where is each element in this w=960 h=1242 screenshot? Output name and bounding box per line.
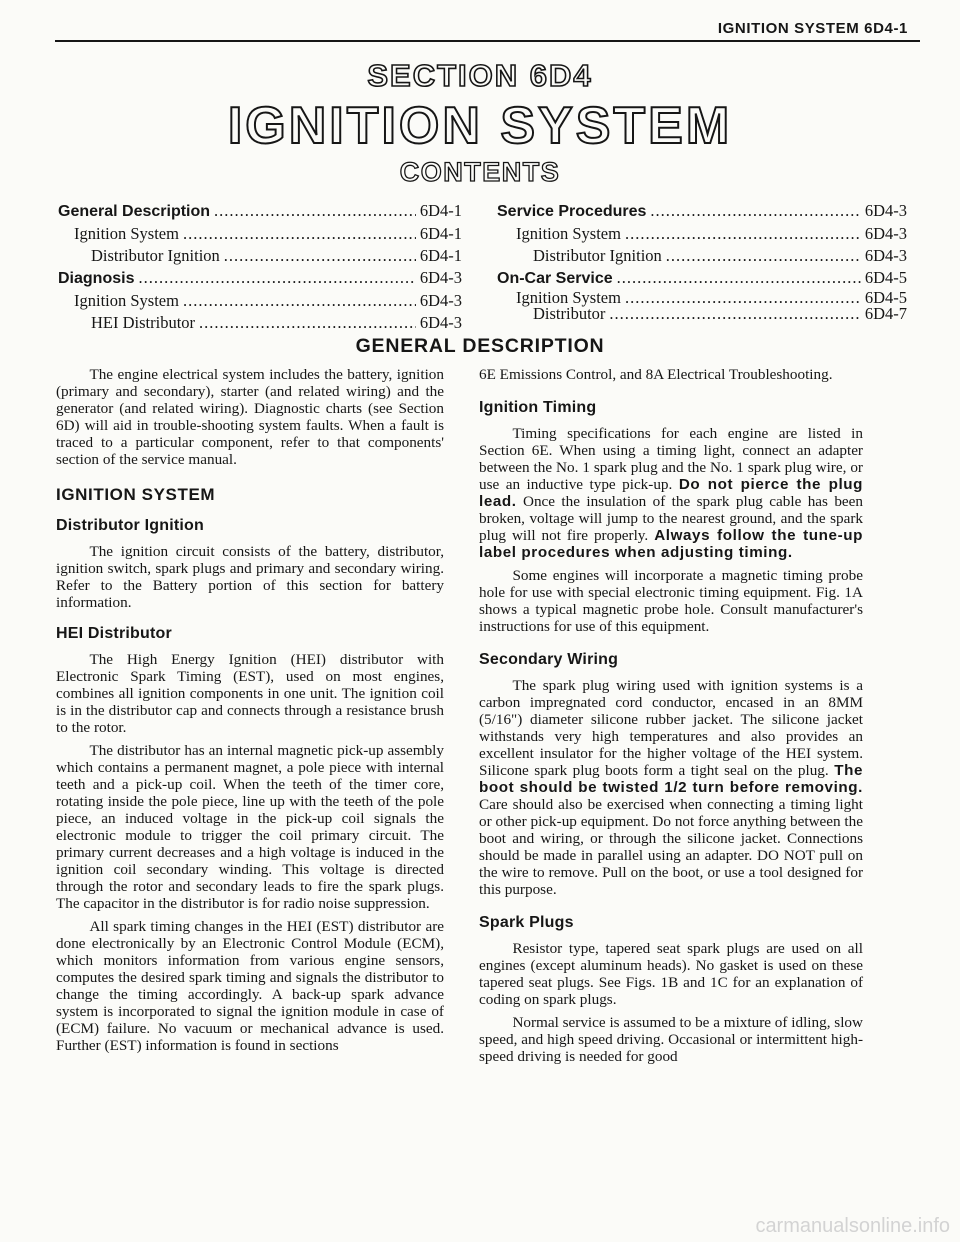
toc-entry[interactable]: Ignition System ..... 6D4-1 [58, 223, 462, 245]
hei-distributor-heading: HEI Distributor [56, 625, 172, 642]
left-text-column [56, 366, 444, 1060]
ignition-system-heading: IGNITION SYSTEM [56, 485, 216, 504]
header-rule [55, 40, 920, 42]
toc-entry[interactable]: Distributor Ignition ..... 6D4-1 [58, 245, 462, 267]
distributor-ignition-heading: Distributor Ignition [56, 517, 204, 534]
toc-entry[interactable]: Ignition System ..... 6D4-3 [497, 223, 907, 245]
toc-entry[interactable]: HEI Distributor ..... 6D4-3 [58, 312, 462, 334]
toc-entry[interactable]: Service Procedures ..... 6D4-3 [497, 200, 907, 223]
toc-entry[interactable]: Ignition System ..... 6D4-3 [58, 290, 462, 312]
hei-paragraph-2: The distributor has an internal magnetic pick-up assembly which contains a permanent magnet, a pole piece with internal teeth and a pick-up coil. When the teeth of the timer core, rotating inside the pole piece, line up with the teeth of the pole piece, an induced voltage in the pick-up coil signals the electronic module to trigger the coil primary circuit. The primary current decreases and a high voltage is induced in the ignition coil secondary winding. This voltage is directed through the rotor and secondary leads to fire the spark plugs. The capacitor in the distributor is for radio noise suppression. [56, 742, 444, 912]
toc-entry[interactable]: Distributor ..... 6D4-7 [497, 306, 907, 322]
spark-plugs-paragraph-2: Normal service is assumed to be a mixture of idling, slow speed, and high speed driving. Occasional or intermittent high-speed driving is needed for good [479, 1014, 863, 1065]
toc-left [58, 200, 462, 334]
section-title: SECTION 6D4 [367, 58, 593, 93]
continued-paragraph: 6E Emissions Control, and 8A Electrical Troubleshooting. [479, 366, 833, 383]
ignition-timing-heading: Ignition Timing [479, 399, 597, 416]
toc-right [497, 200, 907, 322]
toc-entry[interactable]: General Description ..... 6D4-1 [58, 200, 462, 223]
spark-plugs-heading: Spark Plugs [479, 914, 574, 931]
contents-title: CONTENTS [399, 157, 561, 187]
right-text-column [479, 366, 863, 1071]
intro-paragraph: The engine electrical system includes the battery, ignition (primary and secondary), starter (and related wiring) and the generator (and related wiring). Diagnostic charts (see Section 6D) will aid in trouble-shooting system faults. When a fault is traced to a particular component, refer to that components' section of the service manual. [56, 366, 444, 468]
toc-entry[interactable]: Ignition System ..... 6D4-5 [497, 290, 907, 306]
hei-paragraph-1: The High Energy Ignition (HEI) distributor with Electronic Spark Timing (EST), used on most engines, combines all ignition components in one unit. The ignition coil is in the distributor cap and connects through a resistance brush to the rotor. [56, 651, 444, 736]
timing-paragraph-2: Some engines will incorporate a magnetic timing probe hole for use with special electronic timing equipment. Fig. 1A shows a typical magnetic probe hole. Consult manufacturer's instructions for use of this equipment. [479, 567, 863, 635]
general-description-heading: GENERAL DESCRIPTION [355, 335, 605, 357]
spark-plugs-paragraph-1: Resistor type, tapered seat spark plugs are used on all engines (except aluminum heads). No gasket is used on these tapered seat plugs. See Figs. 1B and 1C for an explanation of coding on spark plugs. [479, 940, 863, 1008]
distributor-ignition-paragraph: The ignition circuit consists of the battery, distributor, ignition switch, spark plugs and primary and secondary wiring. Refer to the Battery portion of this section for battery information. [56, 543, 444, 611]
toc-entry[interactable]: On-Car Service ..... 6D4-5 [497, 267, 907, 290]
watermark: carmanualsonline.info [755, 1215, 950, 1237]
wiring-paragraph: The spark plug wiring used with ignition systems is a carbon impregnated cord conductor, encased in an 8MM (5/16") diameter silicone rubber jacket. The silicone jacket withstands very high temperatures and also provides an excellent insulator for the higher voltage of the HEI system. Silicone spark plug boots form a tight seal on the plug. The boot should be twisted 1/2 turn before removing. Care should also be exercised when connecting a timing light or other pick-up equipment. Do not force anything between the boot and wiring, or through the silicone jacket. Connections should be made in parallel using an adapter. DO NOT pull on the wire to remove. Pull on the boot, or use a tool designed for this purpose. [479, 677, 864, 898]
toc-entry[interactable]: Diagnosis ..... 6D4-3 [58, 267, 462, 290]
hei-paragraph-3: All spark timing changes in the HEI (EST) distributor are done electronically by an Electronic Control Module (ECM), which monitors information from various engine sensors, computes the desired spark timing and signals the distributor to change the timing accordingly. A back-up spark advance system is incorporated to signal the ignition module in case of (ECM) failure. No vacuum or mechanical advance is used. Further (EST) information is found in sections [56, 918, 444, 1054]
secondary-wiring-heading: Secondary Wiring [479, 651, 619, 668]
main-title: IGNITION SYSTEM [227, 97, 733, 155]
toc-entry[interactable]: Distributor Ignition ..... 6D4-3 [497, 245, 907, 267]
timing-paragraph-1: Timing specifications for each engine are listed in Section 6E. When using a timing light, connect an adapter between the No. 1 spark plug and the No. 1 spark plug wire, or use an inductive type pick-up. Do not pierce the plug lead. Once the insulation of the spark plug cable has been broken, voltage will jump to the nearest ground, and the spark plug will not fire properly. Always follow the tune-up label procedures when adjusting timing. [479, 425, 864, 561]
running-header: IGNITION SYSTEM 6D4-1 [717, 20, 908, 37]
